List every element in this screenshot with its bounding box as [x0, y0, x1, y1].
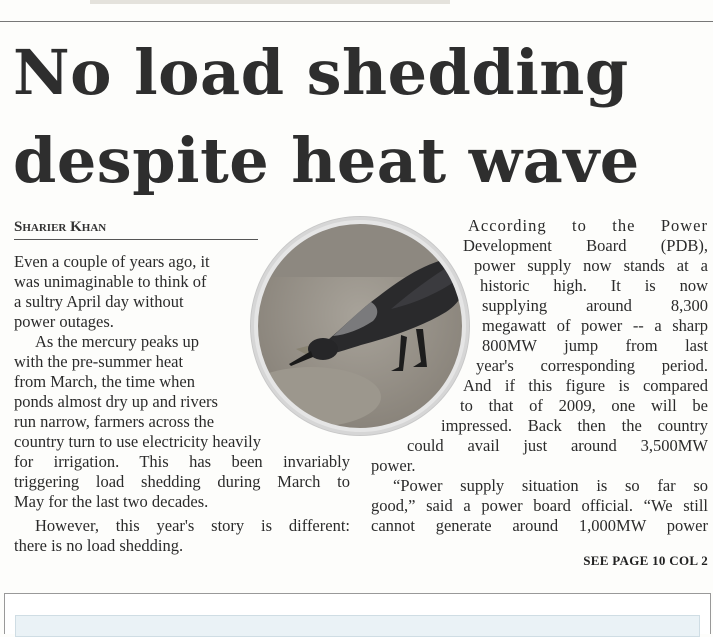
continued-on-link[interactable]: SEE PAGE 10 COL 2	[583, 553, 708, 568]
left-column-line: run narrow, farmers across the	[14, 412, 215, 431]
left-column-line: from March, the time when	[14, 372, 195, 391]
right-column-line: to that of 2009, one will be	[460, 396, 708, 415]
headline-line-2: despite heat wave	[13, 124, 640, 197]
left-column-line: there is no load shedding.	[14, 536, 184, 555]
left-column-line: triggering load shedding during March to	[14, 472, 350, 491]
left-column-line: was unimaginable to think of	[14, 272, 207, 291]
left-column-line: for irrigation. This has been invariably	[14, 452, 350, 471]
left-column-line: with the pre-summer heat	[14, 352, 184, 371]
left-column-line: Even a couple of years ago, it	[14, 252, 210, 271]
right-column-line: supplying around 8,300	[482, 296, 708, 315]
headline-line-1: No load shedding	[13, 36, 629, 109]
right-column-line: 800MW jump from last	[482, 336, 708, 355]
right-column-line: cannot generate around 1,000MW power	[371, 516, 708, 535]
right-column-line: megawatt of power -- a sharp	[482, 316, 708, 335]
right-column-line: Development Board (PDB),	[463, 236, 708, 255]
right-column-line: power.	[371, 456, 416, 475]
right-column-line: “Power supply situation is so far so	[393, 476, 708, 495]
left-column-line: May for the last two decades.	[14, 492, 209, 511]
next-article-box	[4, 593, 711, 634]
crow-photo	[251, 217, 469, 435]
left-column-line: country turn to use electricity heavily	[14, 432, 261, 451]
right-column-line: year's corresponding period.	[476, 356, 708, 375]
right-column-line: could avail just around 3,500MW	[407, 436, 708, 455]
left-column-line: a sultry April day without	[14, 292, 184, 311]
right-column-line: And if this figure is compared	[463, 376, 708, 395]
right-column-line: power supply now stands at a	[474, 256, 708, 275]
left-column-line: However, this year's story is different:	[35, 516, 350, 535]
crow-photo-image	[251, 217, 469, 435]
right-column-line: According to the Power	[468, 216, 708, 235]
left-column-line: ponds almost dry up and rivers	[14, 392, 218, 411]
right-column-line: impressed. Back then the country	[441, 416, 708, 435]
left-column-line: As the mercury peaks up	[35, 332, 200, 351]
right-column-line: historic high. It is now	[480, 276, 708, 295]
top-divider	[0, 21, 713, 22]
right-column-line: good,” said a power board official. “We still	[371, 496, 708, 515]
masthead-strip	[90, 0, 450, 4]
left-column-line: power outages.	[14, 312, 114, 331]
byline: Sharier Khan	[14, 219, 258, 240]
next-article-banner	[15, 615, 700, 637]
